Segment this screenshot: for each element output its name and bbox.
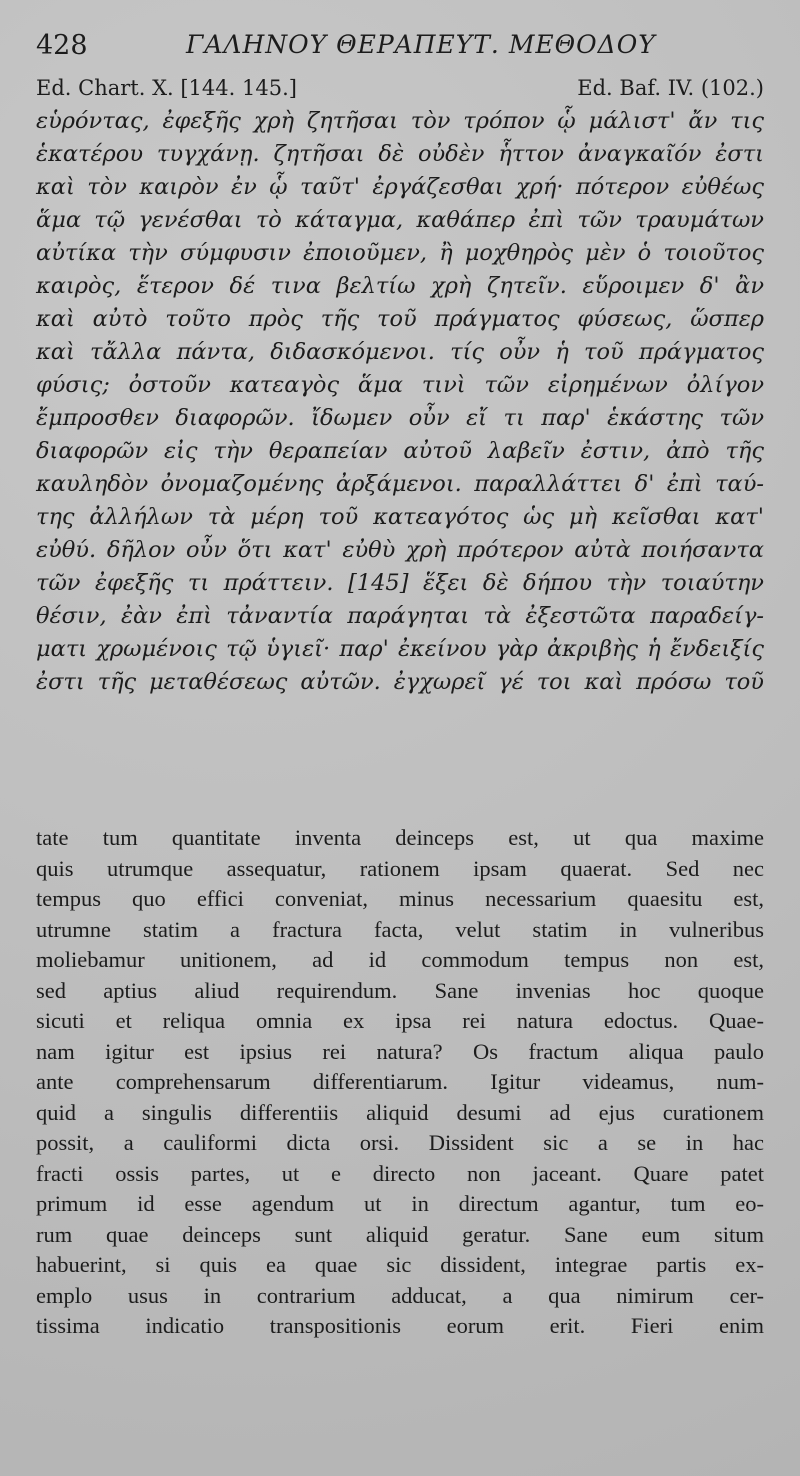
latin-text-line: possit, a cauliformi dicta orsi. Dissident sic a se in hac [36, 1130, 764, 1155]
greek-text-line: καιρὸς, ἕτερον δέ τινα βελτίω χρὴ ζητεῖν. εὕροιμεν δ' ἂν [36, 273, 764, 299]
greek-text-line: καυληδὸν ὀνομαζομένης ἀρξάμενοι. παραλλάττει δ' ἐπὶ ταύ- [36, 471, 764, 497]
greek-text-line: της ἀλλήλων τὰ μέρη τοῦ κατεαγότος ὡς μὴ κεῖσθαι κατ' [36, 504, 764, 530]
greek-text-line: καὶ αὐτὸ τοῦτο πρὸς τῆς τοῦ πράγματος φύσεως, ὥσπερ [36, 306, 764, 332]
latin-text-line: quis utrumque assequatur, rationem ipsam quaerat. Sed nec [36, 855, 764, 881]
latin-text-line: habuerint, si quis ea quae sic dissident, integrae partis ex- [36, 1252, 764, 1277]
latin-text-line: utrumne statim a fractura facta, velut statim in vulneribus [36, 916, 764, 942]
latin-text-line: sed aptius aliud requirendum. Sane invenias hoc quoque [36, 977, 764, 1003]
edition-chartier-ref: Ed. Chart. X. [144. 145.] [36, 76, 297, 100]
latin-text-line: tissima indicatio transpositionis eorum erit. Fieri enim [36, 1313, 764, 1338]
edition-reference-line [36, 76, 764, 106]
latin-text-line: ante comprehensarum differentiarum. Igitur videamus, num- [36, 1069, 764, 1094]
greek-text-line: θέσιν, ἐὰν ἐπὶ τἀναντία παράγηται τὰ ἐξεστῶτα παραδείγ- [36, 603, 764, 629]
edition-basel-ref: Ed. Baf. IV. (102.) [577, 76, 764, 100]
greek-text-block [36, 105, 764, 699]
latin-text-line: tate tum quantitate inventa deinceps est, ut qua maxime [36, 825, 764, 850]
latin-text-line: sicuti et reliqua omnia ex ipsa rei natura edoctus. Quae- [36, 1008, 764, 1033]
latin-text-line: emplo usus in contrarium adducat, a qua nimirum cer- [36, 1282, 764, 1308]
greek-text-line: ματι χρωμένοις τῷ ὑγιεῖ· παρ' ἐκείνου γὰρ ἀκριβὴς ἡ ἔνδειξίς [36, 636, 764, 662]
greek-text-line: ἑκατέρου τυγχάνῃ. ζητῆσαι δὲ οὐδὲν ἧττον ἀναγκαῖόν ἐστι [36, 141, 764, 167]
greek-text-line: ἅμα τῷ γενέσθαι τὸ κάταγμα, καθάπερ ἐπὶ τῶν τραυμάτων [36, 207, 764, 233]
greek-text-line: καὶ τὸν καιρὸν ἐν ᾧ ταῦτ' ἐργάζεσθαι χρή· πότερον εὐθέως [36, 174, 764, 200]
greek-text-line: εὐθύ. δῆλον οὖν ὅτι κατ' εὐθὺ χρὴ πρότερον αὐτὰ ποιήσαντα [36, 537, 764, 563]
latin-text-line: tempus quo effici conveniat, minus necessarium quaesitu est, [36, 886, 764, 911]
greek-text-line: αὐτίκα τὴν σύμφυσιν ἐποιοῦμεν, ἢ μοχθηρὸς μὲν ὁ τοιοῦτος [36, 240, 764, 266]
latin-text-line: moliebamur unitionem, ad id commodum tempus non est, [36, 947, 764, 972]
latin-text-block [36, 823, 764, 1342]
latin-text-line: rum quae deinceps sunt aliquid geratur. Sane eum situm [36, 1221, 764, 1247]
page-number: 428 [36, 30, 88, 61]
latin-text-line: nam igitur est ipsius rei natura? Os fractum aliqua paulo [36, 1038, 764, 1064]
greek-text-line: εὑρόντας, ἐφεξῆς χρὴ ζητῆσαι τὸν τρόπον ᾧ μάλιστ' ἄν τις [36, 108, 764, 134]
running-head [36, 30, 764, 66]
latin-text-line: primum id esse agendum ut in directum agantur, tum eo- [36, 1191, 764, 1216]
running-title: ΓΑΛΗΝΟΥ ΘΕΡΑΠΕΥΤ. ΜΕΘΟΔΟΥ [186, 30, 656, 59]
greek-text-line: φύσις; ὀστοῦν κατεαγὸς ἅμα τινὶ τῶν εἰρημένων ὀλίγον [36, 372, 764, 398]
latin-text-line: fracti ossis partes, ut e directo non jaceant. Quare patet [36, 1160, 764, 1186]
greek-text-line: τῶν ἐφεξῆς τι πράττειν. [145] ἕξει δὲ δήπου τὴν τοιαύτην [36, 570, 764, 596]
greek-text-line: ἐστι τῆς μεταθέσεως αὐτῶν. ἐγχωρεῖ γέ τοι καὶ πρόσω τοῦ [36, 669, 764, 695]
greek-text-line: διαφορῶν εἰς τὴν θεραπείαν αὐτοῦ λαβεῖν ἐστιν, ἀπὸ τῆς [36, 438, 764, 464]
greek-text-line: ἔμπροσθεν διαφορῶν. ἴδωμεν οὖν εἴ τι παρ' ἑκάστης τῶν [36, 405, 764, 431]
latin-text-line: quid a singulis differentiis aliquid desumi ad ejus curationem [36, 1099, 764, 1125]
greek-text-line: καὶ τἄλλα πάντα, διδασκόμενοι. τίς οὖν ἡ τοῦ πράγματος [36, 339, 764, 365]
